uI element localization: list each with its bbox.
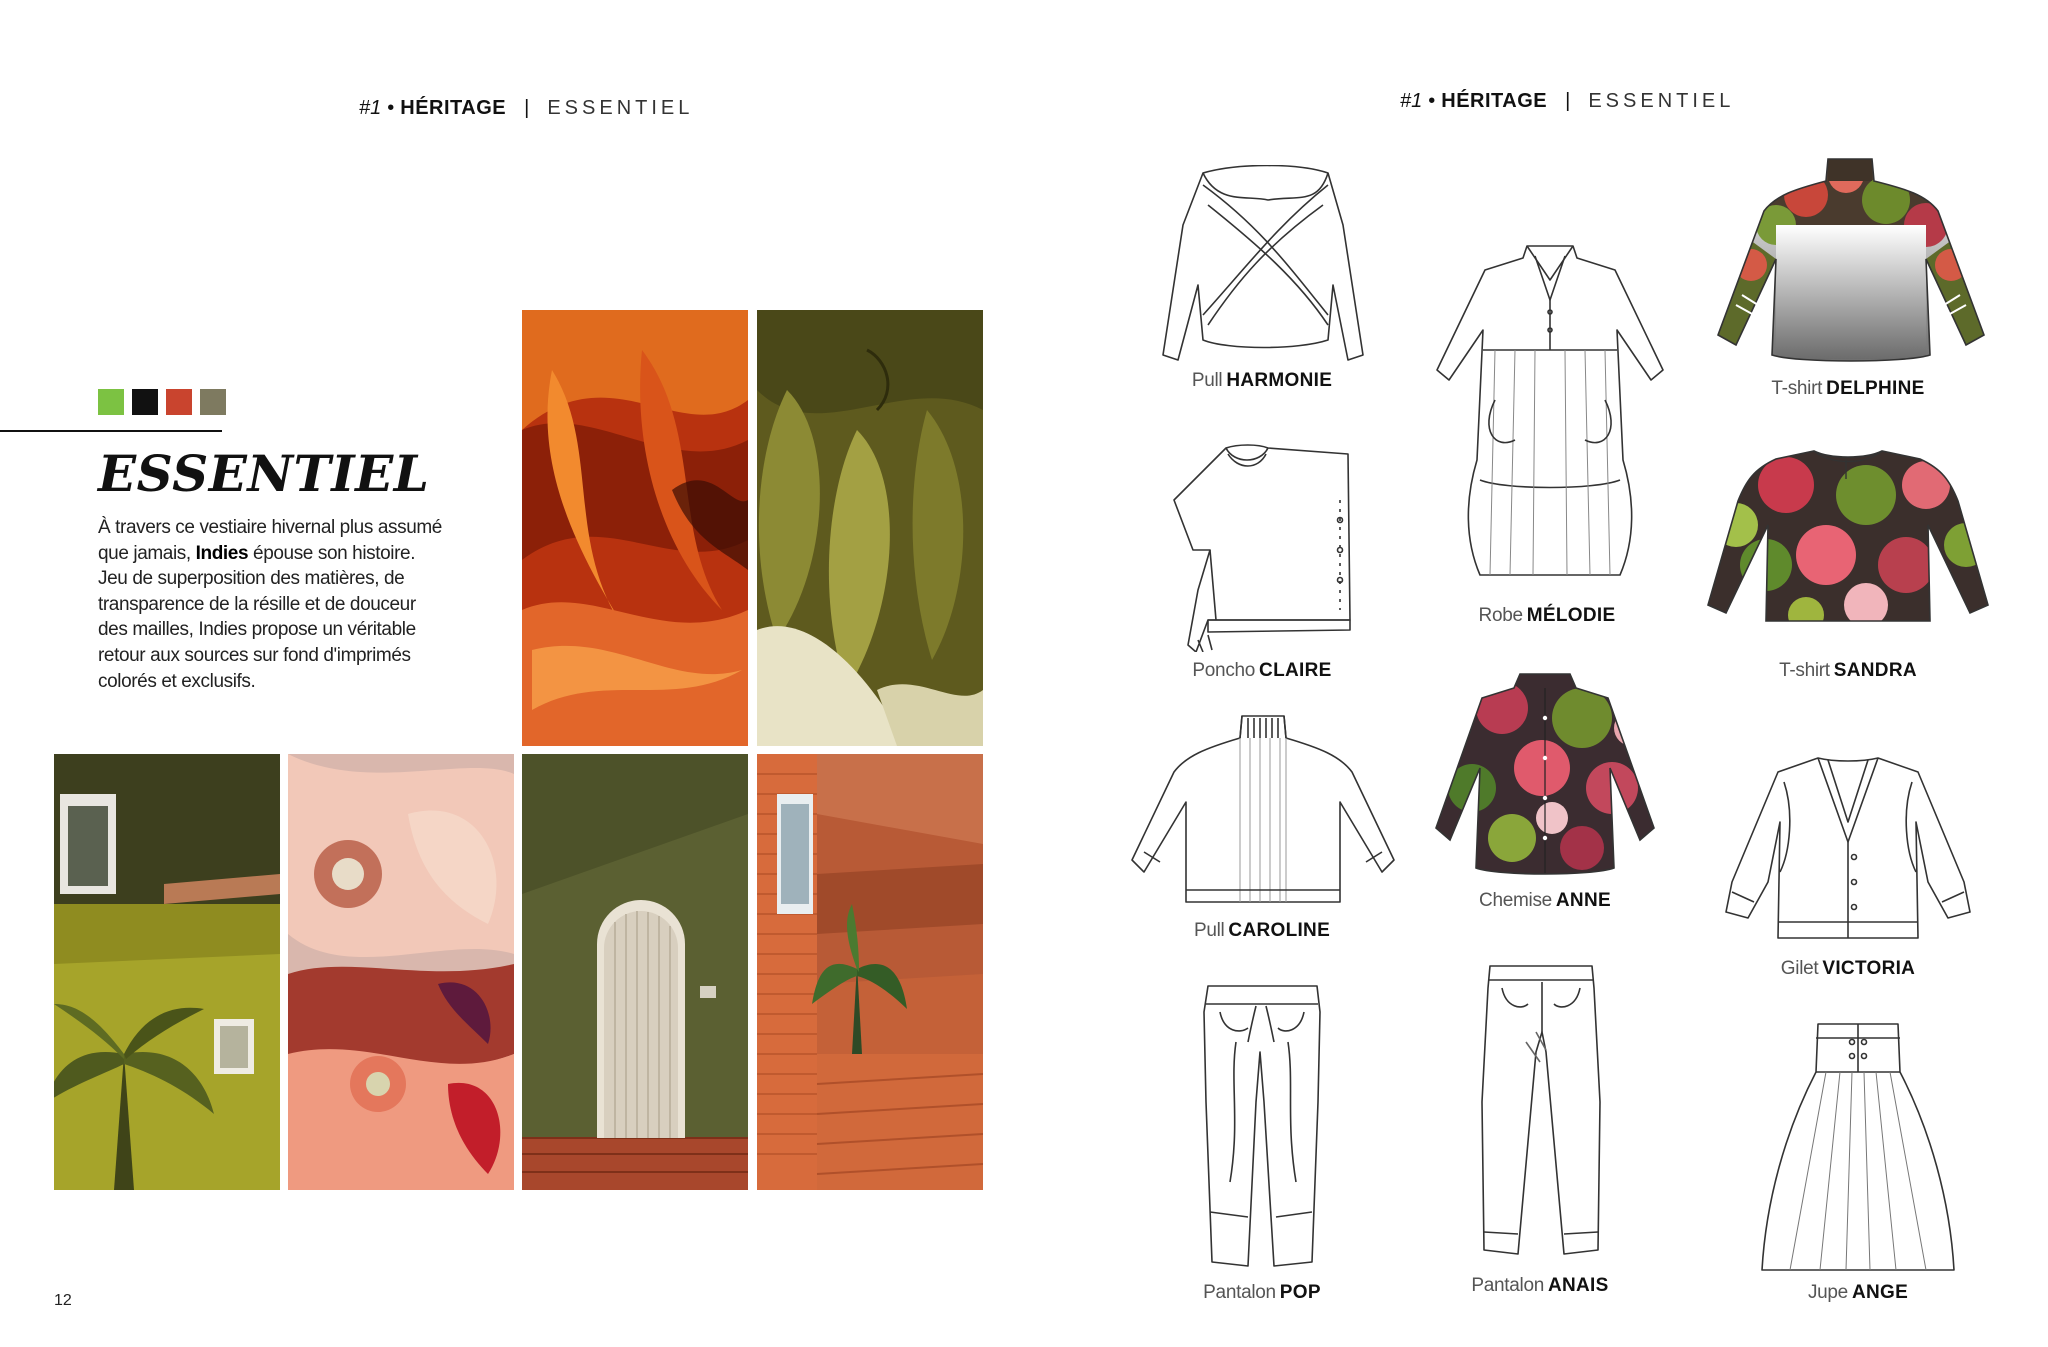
- swatch-red: [166, 389, 192, 415]
- sketch-pantalon-pop: [1200, 982, 1325, 1272]
- right-running-header: [1400, 90, 1734, 113]
- sketch-tshirt-sandra: [1706, 445, 1990, 625]
- photo-green-wings: [757, 310, 983, 746]
- caption-pantalon-anais: Pantalon ANAIS: [1471, 1275, 1609, 1296]
- photo-lime-wall: [54, 754, 280, 1190]
- intro-text-1: À travers ce vestiaire hivernal plus assumé que jamais,: [98, 517, 442, 564]
- header-separator: |: [1565, 90, 1571, 112]
- header-number: #1: [359, 97, 382, 119]
- photo-arched-door: [522, 754, 748, 1190]
- header-theme: ESSENTIEL: [1588, 90, 1735, 112]
- header-dot: •: [1428, 90, 1436, 112]
- brand-name: Indies: [195, 542, 249, 564]
- sketch-poncho-claire: [1168, 440, 1358, 652]
- intro-text-2: épouse son histoire. Jeu de superposition des matières, de transparence de la résille et de douceur des mailles, Indies propose un véritable retour aux sources sur fond d'imprimés colorés et exclusifs.: [98, 542, 416, 692]
- caption-tshirt-delphine: T-shirt DELPHINE: [1771, 378, 1925, 399]
- sketch-gilet-victoria: [1724, 752, 1972, 944]
- header-theme: ESSENTIEL: [547, 97, 694, 119]
- caption-tshirt-sandra: T-shirt SANDRA: [1779, 660, 1917, 681]
- caption-jupe-ange: Jupe ANGE: [1807, 1282, 1909, 1303]
- photo-poppies: [288, 754, 514, 1190]
- page-title: ESSENTIEL: [98, 444, 430, 503]
- sketch-chemise-anne: [1432, 668, 1658, 878]
- header-dot: •: [387, 97, 395, 119]
- header-separator: |: [524, 97, 530, 119]
- sketch-jupe-ange: [1760, 1020, 1956, 1276]
- swatch-black: [132, 389, 158, 415]
- sketch-pull-harmonie: [1158, 165, 1368, 365]
- intro-paragraph: [98, 515, 448, 694]
- photo-orange-abstract: [522, 310, 748, 746]
- left-running-header: [359, 97, 693, 120]
- header-collection: HÉRITAGE: [1441, 90, 1548, 112]
- sketch-pull-caroline: [1130, 712, 1396, 907]
- sketch-pantalon-anais: [1476, 962, 1606, 1262]
- caption-poncho-claire: Poncho CLAIRE: [1192, 660, 1332, 681]
- caption-chemise-anne: Chemise ANNE: [1479, 890, 1611, 911]
- header-collection: HÉRITAGE: [400, 97, 507, 119]
- page-number: 12: [54, 1292, 72, 1309]
- caption-gilet-victoria: Gilet VICTORIA: [1780, 958, 1916, 979]
- color-swatches: [98, 389, 226, 415]
- title-rule: [0, 430, 222, 432]
- caption-pull-harmonie: Pull HARMONIE: [1191, 370, 1333, 391]
- sketch-tshirt-delphine: [1716, 155, 1986, 365]
- sketch-robe-melodie: [1435, 240, 1665, 580]
- photo-terracotta-building: [757, 754, 983, 1190]
- caption-pantalon-pop: Pantalon POP: [1203, 1282, 1321, 1303]
- swatch-khaki: [200, 389, 226, 415]
- caption-robe-melodie: Robe MÉLODIE: [1478, 605, 1616, 626]
- header-number: #1: [1400, 90, 1423, 112]
- caption-pull-caroline: Pull CAROLINE: [1193, 920, 1331, 941]
- swatch-green: [98, 389, 124, 415]
